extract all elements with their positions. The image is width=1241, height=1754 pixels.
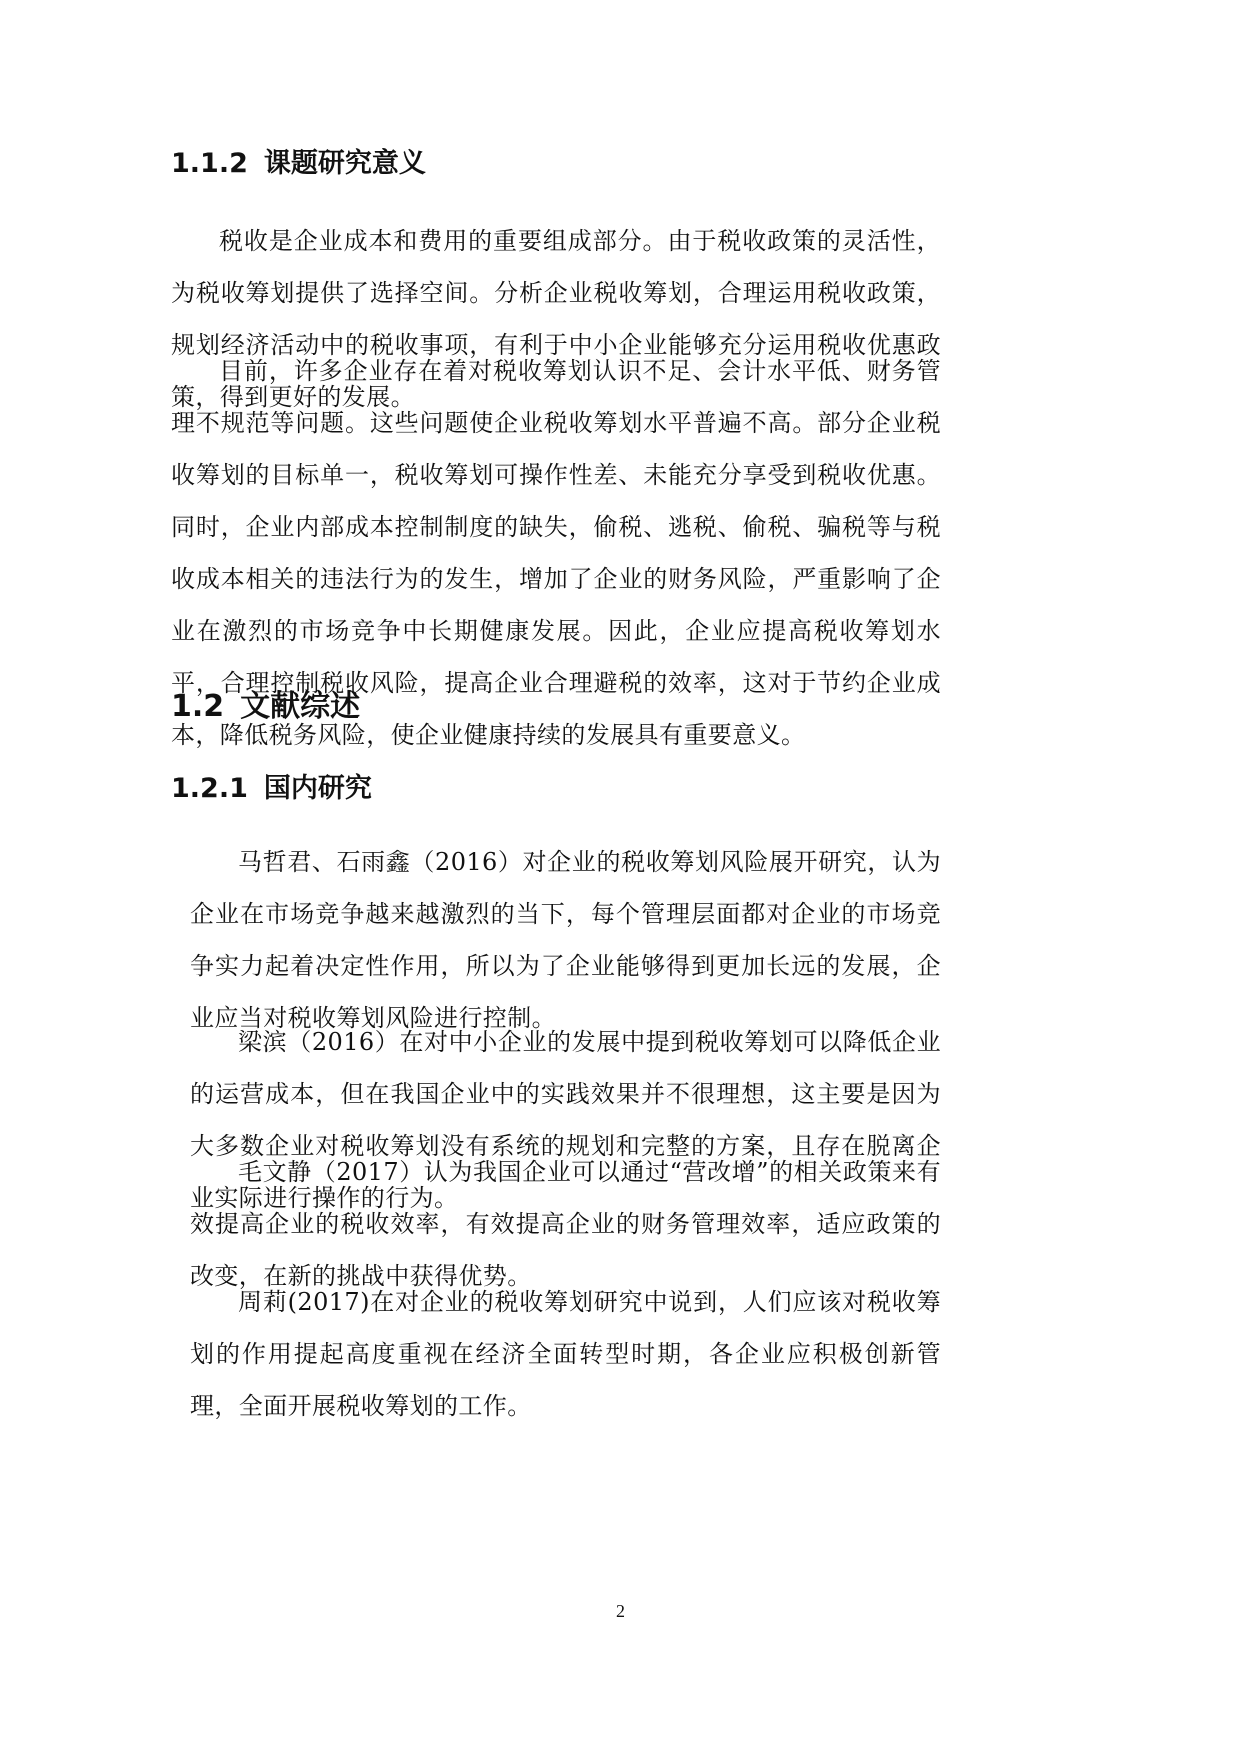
heading-title: 文献综述 (240, 689, 361, 724)
heading-1-1-2 (171, 147, 426, 181)
page-number: 2 (616, 1601, 625, 1621)
heading-1-2 (171, 688, 360, 726)
paragraph: 税收是企业成本和费用的重要组成部分。由于税收政策的灵活性，为税收筹划提供了选择空间。分析企业税收筹划，合理运用税收政策，规划经济活动中的税收事项，有利于中小企业能够充分运用税收优惠政策，得到更好的发展。 (171, 227, 941, 411)
paragraph: 周莉(2017)在对企业的税收筹划研究中说到，人们应该对税收筹划的作用提起高度重视在经济全面转型时期，各企业应积极创新管理，全面开展税收筹划的工作。 (190, 1288, 941, 1420)
paragraph: 毛文静（2017）认为我国企业可以通过“营改增”的相关政策来有效提高企业的税收效率，有效提高企业的财务管理效率，适应政策的改变，在新的挑战中获得优势。 (190, 1158, 941, 1290)
heading-number: 1.1.2 (171, 148, 248, 179)
paragraph: 梁滨（2016）在对中小企业的发展中提到税收筹划可以降低企业的运营成本，但在我国企业中的实践效果并不很理想，这主要是因为大多数企业对税收筹划没有系统的规划和完整的方案，且存在脱离企业实际进行操作的行为。 (190, 1028, 941, 1212)
heading-number: 1.2.1 (171, 773, 248, 804)
heading-number: 1.2 (171, 689, 225, 724)
paragraph: 目前，许多企业存在着对税收筹划认识不足、会计水平低、财务管理不规范等问题。这些问题使企业税收筹划水平普遍不高。部分企业税收筹划的目标单一，税收筹划可操作性差、未能充分享受到税收优惠。同时，企业内部成本控制制度的缺失，偷税、逃税、偷税、骗税等与税收成本相关的违法行为的发生，增加了企业的财务风险，严重影响了企业在激烈的市场竞争中长期健康发展。因此，企业应提高税收筹划水平，合理控制税收风险，提高企业合理避税的效率，这对于节约企业成本，降低税务风险，使企业健康持续的发展具有重要意义。 (171, 357, 941, 749)
heading-title: 课题研究意义 (263, 148, 426, 179)
paragraph: 马哲君、石雨鑫（2016）对企业的税收筹划风险展开研究，认为企业在市场竞争越来越激烈的当下，每个管理层面都对企业的市场竞争实力起着决定性作用，所以为了企业能够得到更加长远的发展，企业应当对税收筹划风险进行控制。 (190, 848, 941, 1032)
heading-1-2-1 (171, 772, 372, 806)
heading-title: 国内研究 (263, 773, 372, 804)
